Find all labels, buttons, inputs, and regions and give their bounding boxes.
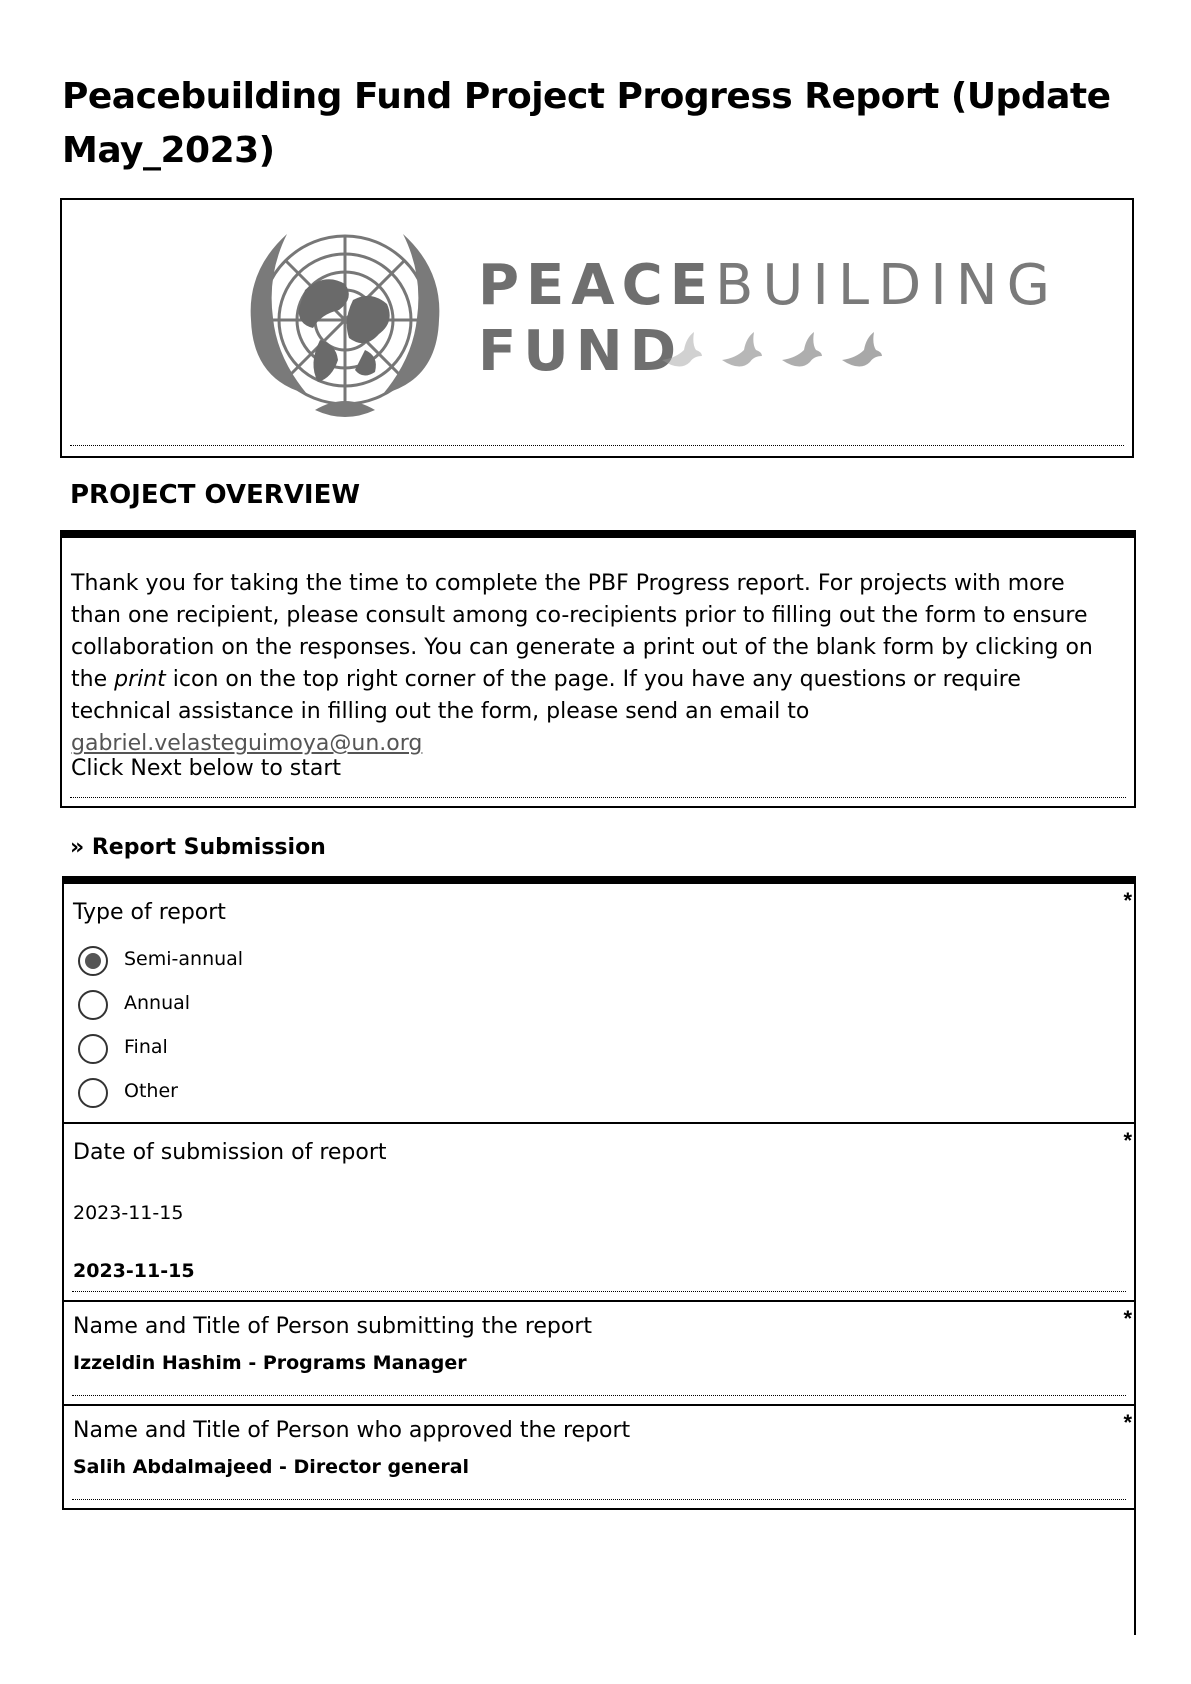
- divider: [72, 1395, 1126, 1396]
- dove-icon: [838, 330, 884, 374]
- field-label: Name and Title of Person submitting the report: [73, 1314, 593, 1339]
- date-input[interactable]: 2023-11-15: [73, 1202, 184, 1224]
- type-of-report-field: [62, 876, 1136, 1124]
- required-marker: *: [1123, 1128, 1132, 1153]
- divider: [72, 1291, 1126, 1292]
- field-label: Date of submission of report: [73, 1140, 387, 1165]
- un-emblem-icon: [225, 220, 465, 430]
- overview-text: Thank you for taking the time to complete the PBF Progress report. For projects with more than one recipient, please consult among co-recipients prior to filling out the form to ensure collaboration on the responses. You can generate a print out of the blank form by clicking on the print icon on the top right corner of the page. If you have any questions or require technical assistance in filling out the form, please send an email to gabriel.velasteguimoya@un.org: [71, 571, 1093, 756]
- start-instruction: Click Next below to start: [71, 756, 342, 781]
- logo-banner: [60, 198, 1134, 458]
- overview-panel: [60, 530, 1136, 808]
- page-title: Peacebuilding Fund Project Progress Report (Update May_2023): [62, 76, 1111, 171]
- radio-label: Semi-annual: [124, 948, 244, 970]
- dove-icon: [658, 330, 704, 374]
- divider: [70, 445, 1124, 446]
- divider: [72, 1499, 1126, 1500]
- radio-button[interactable]: [78, 990, 108, 1020]
- brand-fund: FUND: [478, 319, 684, 384]
- submitter-value[interactable]: Izzeldin Hashim - Programs Manager: [73, 1352, 467, 1374]
- required-marker: *: [1123, 1306, 1132, 1331]
- radio-button[interactable]: [78, 1078, 108, 1108]
- date-value: 2023-11-15: [73, 1260, 195, 1282]
- dove-icon: [718, 330, 764, 374]
- field-label: Type of report: [73, 900, 226, 925]
- date-of-submission-field: [62, 1124, 1136, 1302]
- support-email-link[interactable]: gabriel.velasteguimoya@un.org: [71, 731, 423, 756]
- brand-peace: PEACE: [478, 253, 715, 318]
- divider: [70, 797, 1126, 798]
- field-label: Name and Title of Person who approved the report: [73, 1418, 631, 1443]
- radio-label: Other: [124, 1080, 178, 1102]
- continuation-border: [1134, 1510, 1136, 1635]
- print-word: print: [114, 667, 166, 692]
- brand-line-1: [478, 253, 1060, 318]
- brand-building: BUILDING: [715, 253, 1060, 318]
- radio-button-selected[interactable]: [78, 946, 108, 976]
- radio-button[interactable]: [78, 1034, 108, 1064]
- submitter-field: [62, 1302, 1136, 1406]
- radio-label: Final: [124, 1036, 168, 1058]
- section-heading-overview: PROJECT OVERVIEW: [70, 480, 361, 510]
- approver-value[interactable]: Salih Abdalmajeed - Director general: [73, 1456, 470, 1478]
- required-marker: *: [1123, 888, 1132, 913]
- approver-field: [62, 1406, 1136, 1510]
- required-marker: *: [1123, 1410, 1132, 1435]
- dove-icon: [778, 330, 824, 374]
- section-heading-submission: » Report Submission: [70, 835, 326, 860]
- radio-label: Annual: [124, 992, 191, 1014]
